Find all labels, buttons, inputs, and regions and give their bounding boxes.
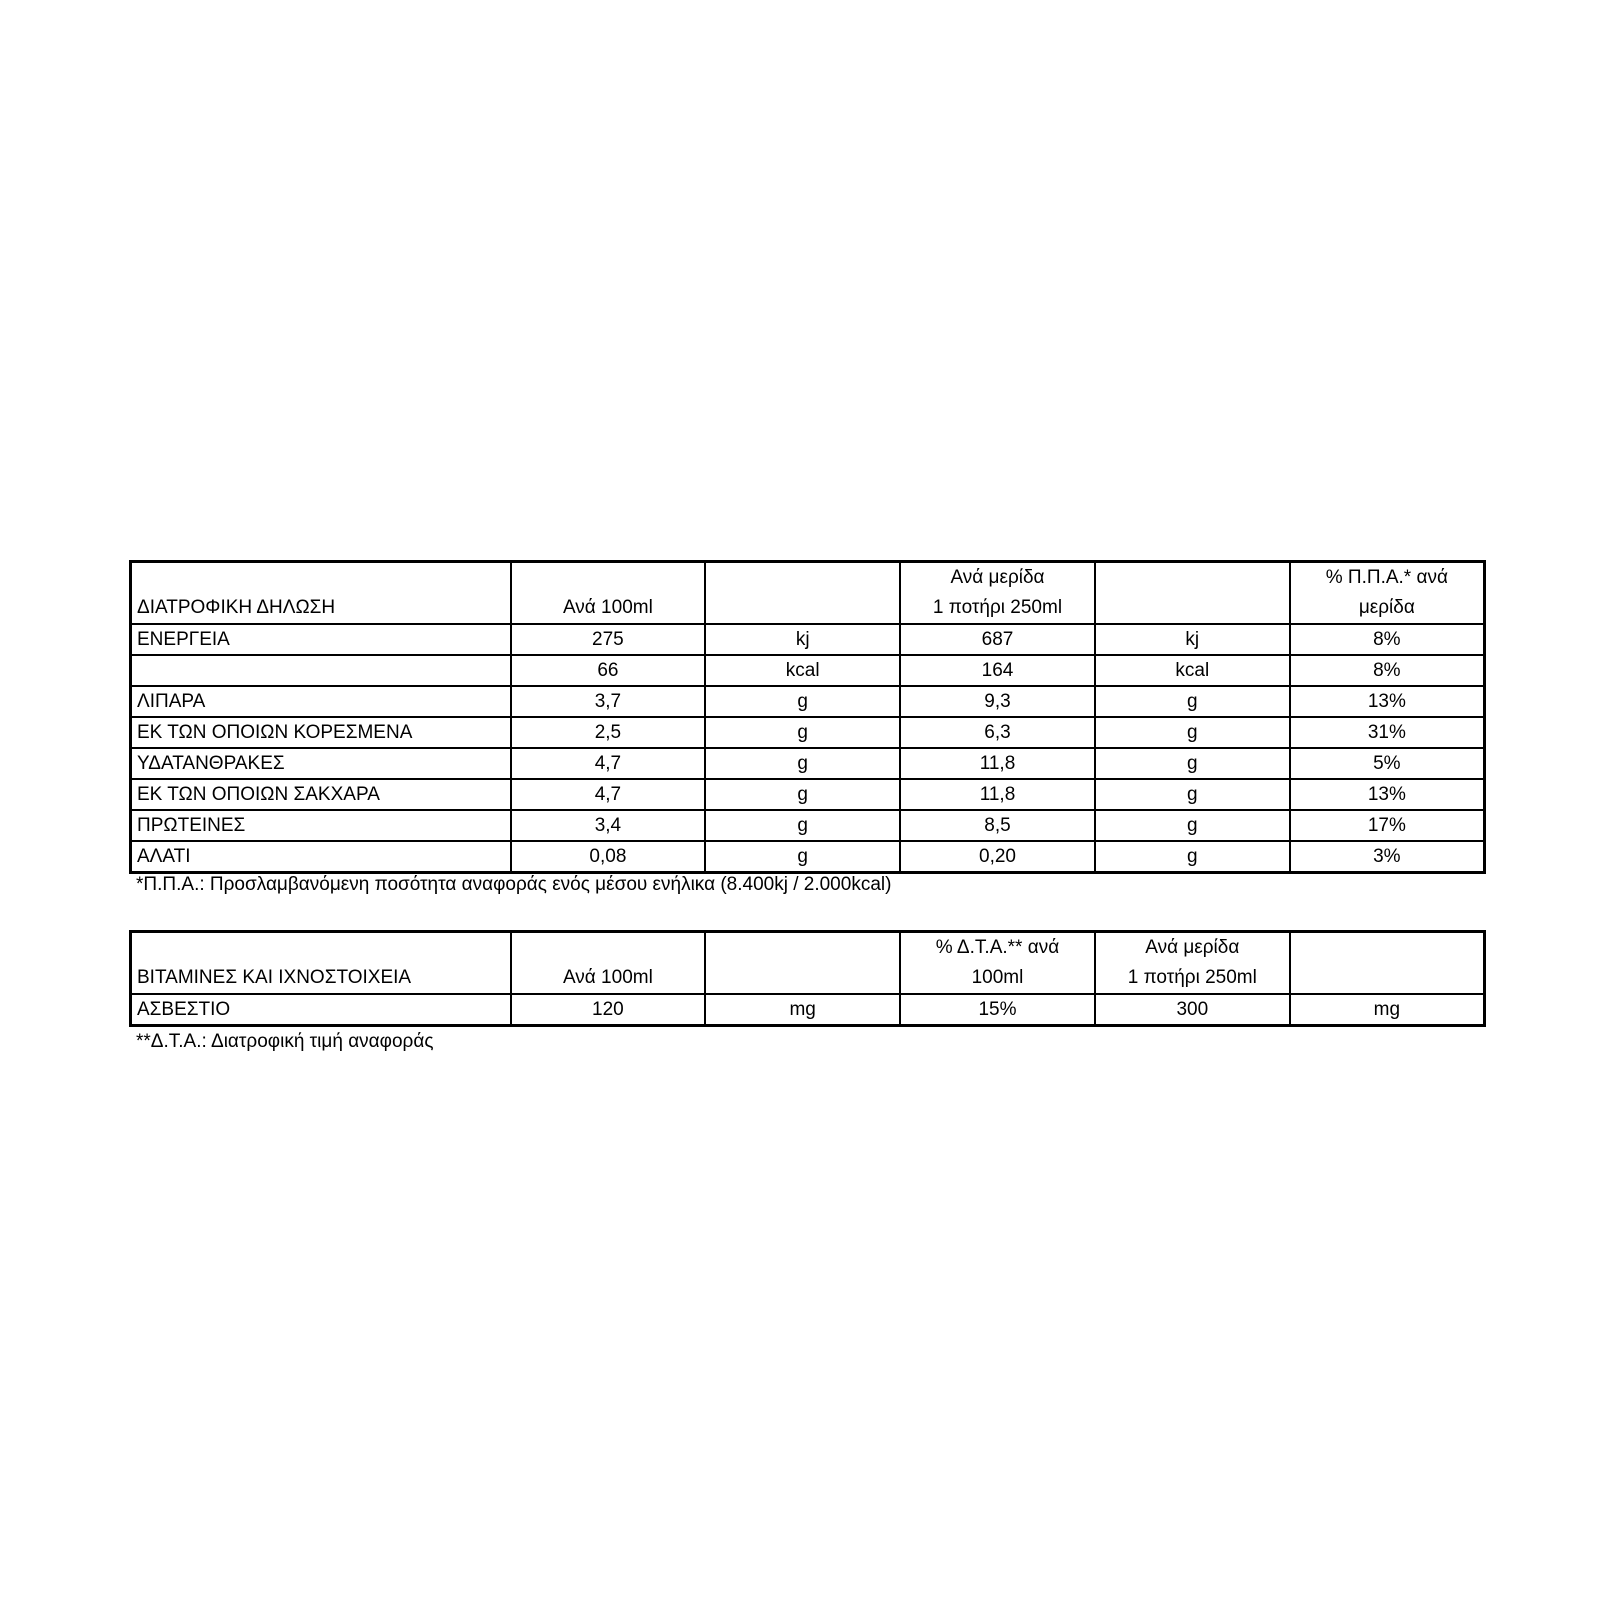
nutrition-cell-serving: 6,3: [900, 717, 1095, 748]
nutrition-header-pct: [1290, 562, 1485, 625]
pct-line1: % Π.Π.Α.* ανά: [1325, 567, 1448, 588]
nutrition-cell-name: [131, 655, 511, 686]
nutrition-cell-name: ΠΡΩΤΕΙΝΕΣ: [131, 810, 511, 841]
table-row: [131, 841, 1485, 873]
nutrition-cell-unit1: g: [705, 779, 900, 810]
nutrition-header-unit1: [705, 562, 900, 625]
nutrition-header-per-serving: [900, 562, 1095, 625]
nutrition-cell-per100: 4,7: [511, 779, 706, 810]
table-row: [131, 779, 1485, 810]
vitamins-header-unit2: [1290, 932, 1485, 995]
nutrition-cell-unit2: kj: [1095, 624, 1290, 655]
vitamins-table: [129, 930, 1486, 1027]
nutrition-cell-pct: 17%: [1290, 810, 1485, 841]
vitamins-footnote: **Δ.Τ.Α.: Διατροφική τιμή αναφοράς: [136, 1031, 434, 1052]
nutrition-cell-per100: 4,7: [511, 748, 706, 779]
nutrition-cell-per100: 3,7: [511, 686, 706, 717]
vit-per-serving-line2: 1 ποτήρι 250ml: [1127, 967, 1257, 988]
nutrition-cell-unit1: g: [705, 686, 900, 717]
nutrition-cell-unit1: g: [705, 841, 900, 873]
table-row: [131, 810, 1485, 841]
nutrition-cell-unit1: g: [705, 810, 900, 841]
vitamins-cell-name: ΑΣΒΕΣΤΙΟ: [131, 994, 511, 1026]
vitamins-header-per100: Ανά 100ml: [511, 932, 706, 995]
vitamins-header-label: ΒΙΤΑΜΙΝΕΣ ΚΑΙ ΙΧΝΟΣΤΟΙΧΕΙΑ: [131, 932, 511, 995]
nutrition-cell-name: ΛΙΠΑΡΑ: [131, 686, 511, 717]
nutrition-cell-name: ΥΔΑΤΑΝΘΡΑΚΕΣ: [131, 748, 511, 779]
nutrition-cell-unit2: g: [1095, 686, 1290, 717]
nutrition-cell-pct: 13%: [1290, 686, 1485, 717]
vitamins-cell-serving: 300: [1095, 994, 1290, 1026]
nutrition-cell-unit1: g: [705, 748, 900, 779]
nutrition-cell-unit1: kcal: [705, 655, 900, 686]
table-row: [131, 686, 1485, 717]
per-serving-line2: 1 ποτήρι 250ml: [932, 597, 1063, 618]
nutrition-cell-unit2: g: [1095, 779, 1290, 810]
nutrition-cell-pct: 5%: [1290, 748, 1485, 779]
nutrition-cell-unit2: g: [1095, 748, 1290, 779]
nutrition-cell-unit2: g: [1095, 841, 1290, 873]
vit-pct-line1: % Δ.Τ.Α.** ανά: [935, 937, 1060, 958]
nutrition-cell-unit1: kj: [705, 624, 900, 655]
vitamins-cell-unit2: mg: [1290, 994, 1485, 1026]
nutrition-cell-serving: 687: [900, 624, 1095, 655]
nutrition-cell-pct: 31%: [1290, 717, 1485, 748]
vit-pct-line2: 100ml: [971, 967, 1024, 988]
nutrition-footnote: *Π.Π.Α.: Προσλαμβανόμενη ποσότητα αναφοράς ενός μέσου ενήλικα (8.400kj / 2.000kcal): [136, 874, 892, 895]
nutrition-cell-name: ΕΝΕΡΓΕΙΑ: [131, 624, 511, 655]
nutrition-cell-name: ΕΚ ΤΩΝ ΟΠΟΙΩΝ ΚΟΡΕΣΜΕΝΑ: [131, 717, 511, 748]
table-row: [131, 655, 1485, 686]
table-row: [131, 994, 1485, 1026]
vitamins-header-per-serving: [1095, 932, 1290, 995]
nutrition-cell-unit1: g: [705, 717, 900, 748]
nutrition-cell-unit2: g: [1095, 810, 1290, 841]
nutrition-cell-per100: 275: [511, 624, 706, 655]
vitamins-cell-pct: 15%: [900, 994, 1095, 1026]
nutrition-cell-pct: 3%: [1290, 841, 1485, 873]
nutrition-header-unit2: [1095, 562, 1290, 625]
nutrition-header-row: [131, 562, 1485, 625]
nutrition-cell-name: ΕΚ ΤΩΝ ΟΠΟΙΩΝ ΣΑΚΧΑΡΑ: [131, 779, 511, 810]
nutrition-cell-serving: 0,20: [900, 841, 1095, 873]
nutrition-cell-serving: 11,8: [900, 779, 1095, 810]
nutrition-cell-serving: 9,3: [900, 686, 1095, 717]
nutrition-cell-unit2: kcal: [1095, 655, 1290, 686]
nutrition-body: [131, 624, 1485, 873]
nutrition-header-label: ΔΙΑΤΡΟΦΙΚΗ ΔΗΛΩΣΗ: [131, 562, 511, 625]
vitamins-body: [131, 994, 1485, 1026]
table-row: [131, 748, 1485, 779]
nutrition-cell-per100: 0,08: [511, 841, 706, 873]
vitamins-cell-unit1: mg: [705, 994, 900, 1026]
vitamins-header-row: [131, 932, 1485, 995]
per-serving-line1: Ανά μερίδα: [950, 567, 1045, 588]
vit-per-serving-line1: Ανά μερίδα: [1145, 937, 1240, 958]
nutrition-cell-per100: 66: [511, 655, 706, 686]
pct-line2: μερίδα: [1358, 597, 1415, 618]
nutrition-cell-unit2: g: [1095, 717, 1290, 748]
vitamins-header-pct: [900, 932, 1095, 995]
nutrition-cell-serving: 164: [900, 655, 1095, 686]
nutrition-cell-serving: 11,8: [900, 748, 1095, 779]
nutrition-cell-per100: 2,5: [511, 717, 706, 748]
nutrition-cell-pct: 8%: [1290, 624, 1485, 655]
nutrition-cell-pct: 8%: [1290, 655, 1485, 686]
vitamins-header-unit1: [705, 932, 900, 995]
vitamins-cell-per100: 120: [511, 994, 706, 1026]
nutrition-cell-name: ΑΛΑΤΙ: [131, 841, 511, 873]
nutrition-cell-pct: 13%: [1290, 779, 1485, 810]
nutrition-table: [129, 560, 1486, 874]
nutrition-header-per100: Ανά 100ml: [511, 562, 706, 625]
nutrition-cell-serving: 8,5: [900, 810, 1095, 841]
table-row: [131, 717, 1485, 748]
table-row: [131, 624, 1485, 655]
nutrition-cell-per100: 3,4: [511, 810, 706, 841]
